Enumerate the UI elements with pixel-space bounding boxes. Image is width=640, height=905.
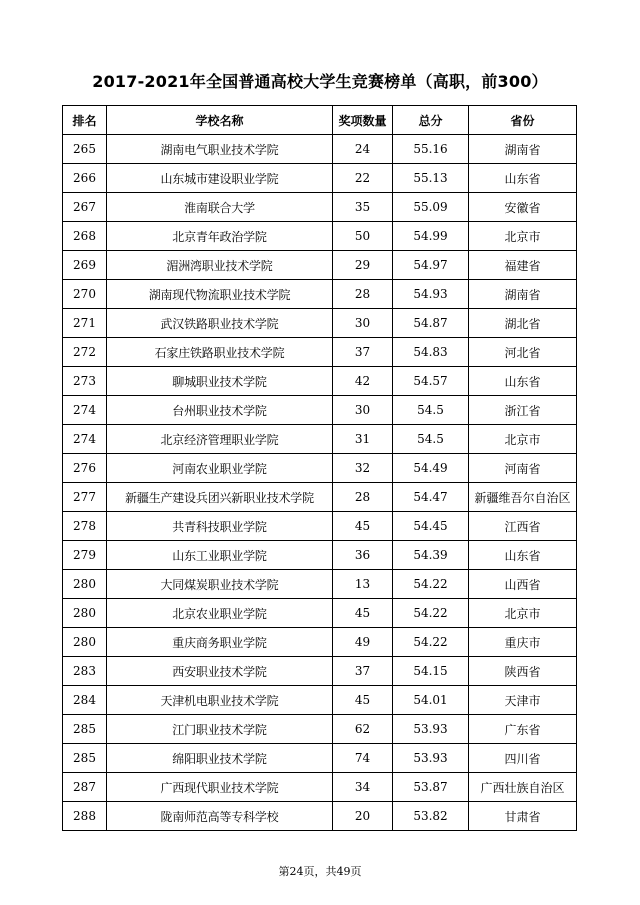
school-name-cell: 河南农业职业学院 — [107, 454, 333, 483]
award-count-cell: 37 — [333, 657, 393, 686]
table-row — [63, 628, 577, 657]
province-cell: 重庆市 — [469, 628, 577, 657]
school-name-cell: 山东城市建设职业学院 — [107, 164, 333, 193]
award-count-cell: 45 — [333, 686, 393, 715]
province-cell: 安徽省 — [469, 193, 577, 222]
table-body — [63, 135, 577, 831]
total-score-cell: 55.13 — [393, 164, 469, 193]
province-cell: 湖南省 — [469, 280, 577, 309]
total-score-cell: 54.01 — [393, 686, 469, 715]
table-row — [63, 396, 577, 425]
school-name-cell: 西安职业技术学院 — [107, 657, 333, 686]
award-count-cell: 62 — [333, 715, 393, 744]
table-row — [63, 425, 577, 454]
table-row — [63, 135, 577, 164]
school-name-cell: 天津机电职业技术学院 — [107, 686, 333, 715]
rank-cell: 285 — [63, 744, 107, 773]
province-cell: 甘肃省 — [469, 802, 577, 831]
award-count-cell: 32 — [333, 454, 393, 483]
award-count-cell: 28 — [333, 483, 393, 512]
total-score-cell: 54.93 — [393, 280, 469, 309]
total-score-cell: 54.99 — [393, 222, 469, 251]
ranking-table — [62, 105, 577, 831]
total-score-cell: 54.57 — [393, 367, 469, 396]
table-row — [63, 715, 577, 744]
table-row — [63, 570, 577, 599]
award-count-cell: 22 — [333, 164, 393, 193]
header-total-score: 总分 — [393, 106, 469, 135]
award-count-cell: 13 — [333, 570, 393, 599]
award-count-cell: 49 — [333, 628, 393, 657]
school-name-cell: 湖南电气职业技术学院 — [107, 135, 333, 164]
table-row — [63, 802, 577, 831]
total-score-cell: 54.97 — [393, 251, 469, 280]
header-province: 省份 — [469, 106, 577, 135]
total-score-cell: 55.16 — [393, 135, 469, 164]
rank-cell: 274 — [63, 396, 107, 425]
school-name-cell: 广西现代职业技术学院 — [107, 773, 333, 802]
rank-cell: 287 — [63, 773, 107, 802]
total-score-cell: 55.09 — [393, 193, 469, 222]
province-cell: 山东省 — [469, 367, 577, 396]
award-count-cell: 50 — [333, 222, 393, 251]
rank-cell: 280 — [63, 599, 107, 628]
rank-cell: 268 — [63, 222, 107, 251]
total-score-cell: 54.5 — [393, 396, 469, 425]
award-count-cell: 30 — [333, 396, 393, 425]
page-title: 2017-2021年全国普通高校大学生竞赛榜单（高职，前300） — [92, 72, 548, 91]
rank-cell: 274 — [63, 425, 107, 454]
province-cell: 广东省 — [469, 715, 577, 744]
province-cell: 北京市 — [469, 222, 577, 251]
award-count-cell: 28 — [333, 280, 393, 309]
school-name-cell: 共青科技职业学院 — [107, 512, 333, 541]
province-cell: 江西省 — [469, 512, 577, 541]
province-cell: 北京市 — [469, 425, 577, 454]
total-score-cell: 53.93 — [393, 744, 469, 773]
rank-cell: 266 — [63, 164, 107, 193]
province-cell: 山东省 — [469, 164, 577, 193]
total-score-cell: 54.5 — [393, 425, 469, 454]
table-row — [63, 367, 577, 396]
award-count-cell: 36 — [333, 541, 393, 570]
award-count-cell: 24 — [333, 135, 393, 164]
rank-cell: 277 — [63, 483, 107, 512]
table-row — [63, 773, 577, 802]
total-score-cell: 54.49 — [393, 454, 469, 483]
province-cell: 山西省 — [469, 570, 577, 599]
total-score-cell: 54.45 — [393, 512, 469, 541]
rank-cell: 288 — [63, 802, 107, 831]
school-name-cell: 江门职业技术学院 — [107, 715, 333, 744]
school-name-cell: 新疆生产建设兵团兴新职业技术学院 — [107, 483, 333, 512]
school-name-cell: 北京青年政治学院 — [107, 222, 333, 251]
award-count-cell: 35 — [333, 193, 393, 222]
rank-cell: 278 — [63, 512, 107, 541]
rank-cell: 270 — [63, 280, 107, 309]
rank-cell: 279 — [63, 541, 107, 570]
rank-cell: 269 — [63, 251, 107, 280]
table-row — [63, 454, 577, 483]
school-name-cell: 聊城职业技术学院 — [107, 367, 333, 396]
rank-cell: 272 — [63, 338, 107, 367]
award-count-cell: 37 — [333, 338, 393, 367]
table-row — [63, 599, 577, 628]
header-award-count: 奖项数量 — [333, 106, 393, 135]
award-count-cell: 30 — [333, 309, 393, 338]
award-count-cell: 74 — [333, 744, 393, 773]
table-row — [63, 309, 577, 338]
total-score-cell: 54.39 — [393, 541, 469, 570]
province-cell: 河北省 — [469, 338, 577, 367]
total-score-cell: 54.15 — [393, 657, 469, 686]
award-count-cell: 42 — [333, 367, 393, 396]
award-count-cell: 29 — [333, 251, 393, 280]
school-name-cell: 武汉铁路职业技术学院 — [107, 309, 333, 338]
total-score-cell: 54.83 — [393, 338, 469, 367]
table-row — [63, 483, 577, 512]
rank-cell: 285 — [63, 715, 107, 744]
province-cell: 河南省 — [469, 454, 577, 483]
school-name-cell: 陇南师范高等专科学校 — [107, 802, 333, 831]
school-name-cell: 北京农业职业学院 — [107, 599, 333, 628]
total-score-cell: 53.87 — [393, 773, 469, 802]
province-cell: 广西壮族自治区 — [469, 773, 577, 802]
total-score-cell: 54.87 — [393, 309, 469, 338]
award-count-cell: 45 — [333, 599, 393, 628]
province-cell: 四川省 — [469, 744, 577, 773]
province-cell: 天津市 — [469, 686, 577, 715]
total-score-cell: 54.22 — [393, 570, 469, 599]
header-school-name: 学校名称 — [107, 106, 333, 135]
award-count-cell: 31 — [333, 425, 393, 454]
total-score-cell: 53.93 — [393, 715, 469, 744]
school-name-cell: 台州职业技术学院 — [107, 396, 333, 425]
province-cell: 湖北省 — [469, 309, 577, 338]
province-cell: 新疆维吾尔自治区 — [469, 483, 577, 512]
province-cell: 福建省 — [469, 251, 577, 280]
table-row — [63, 657, 577, 686]
table-row — [63, 280, 577, 309]
page-footer: 第24页，共49页 — [278, 865, 362, 878]
rank-cell: 271 — [63, 309, 107, 338]
total-score-cell: 53.82 — [393, 802, 469, 831]
province-cell: 浙江省 — [469, 396, 577, 425]
school-name-cell: 淮南联合大学 — [107, 193, 333, 222]
table-row — [63, 744, 577, 773]
table-row — [63, 251, 577, 280]
school-name-cell: 湄洲湾职业技术学院 — [107, 251, 333, 280]
province-cell: 湖南省 — [469, 135, 577, 164]
school-name-cell: 北京经济管理职业学院 — [107, 425, 333, 454]
table-row — [63, 512, 577, 541]
table-row — [63, 686, 577, 715]
rank-cell: 273 — [63, 367, 107, 396]
school-name-cell: 山东工业职业学院 — [107, 541, 333, 570]
rank-cell: 280 — [63, 628, 107, 657]
total-score-cell: 54.22 — [393, 599, 469, 628]
header-rank: 排名 — [63, 106, 107, 135]
table-row — [63, 541, 577, 570]
table-row — [63, 193, 577, 222]
rank-cell: 280 — [63, 570, 107, 599]
school-name-cell: 石家庄铁路职业技术学院 — [107, 338, 333, 367]
total-score-cell: 54.47 — [393, 483, 469, 512]
rank-cell: 267 — [63, 193, 107, 222]
award-count-cell: 34 — [333, 773, 393, 802]
province-cell: 北京市 — [469, 599, 577, 628]
table-row — [63, 338, 577, 367]
table-row — [63, 164, 577, 193]
table-row — [63, 222, 577, 251]
rank-cell: 283 — [63, 657, 107, 686]
table-header-row — [63, 106, 577, 135]
school-name-cell: 湖南现代物流职业技术学院 — [107, 280, 333, 309]
rank-cell: 276 — [63, 454, 107, 483]
award-count-cell: 20 — [333, 802, 393, 831]
school-name-cell: 重庆商务职业学院 — [107, 628, 333, 657]
rank-cell: 284 — [63, 686, 107, 715]
province-cell: 山东省 — [469, 541, 577, 570]
province-cell: 陕西省 — [469, 657, 577, 686]
award-count-cell: 45 — [333, 512, 393, 541]
school-name-cell: 大同煤炭职业技术学院 — [107, 570, 333, 599]
total-score-cell: 54.22 — [393, 628, 469, 657]
rank-cell: 265 — [63, 135, 107, 164]
school-name-cell: 绵阳职业技术学院 — [107, 744, 333, 773]
